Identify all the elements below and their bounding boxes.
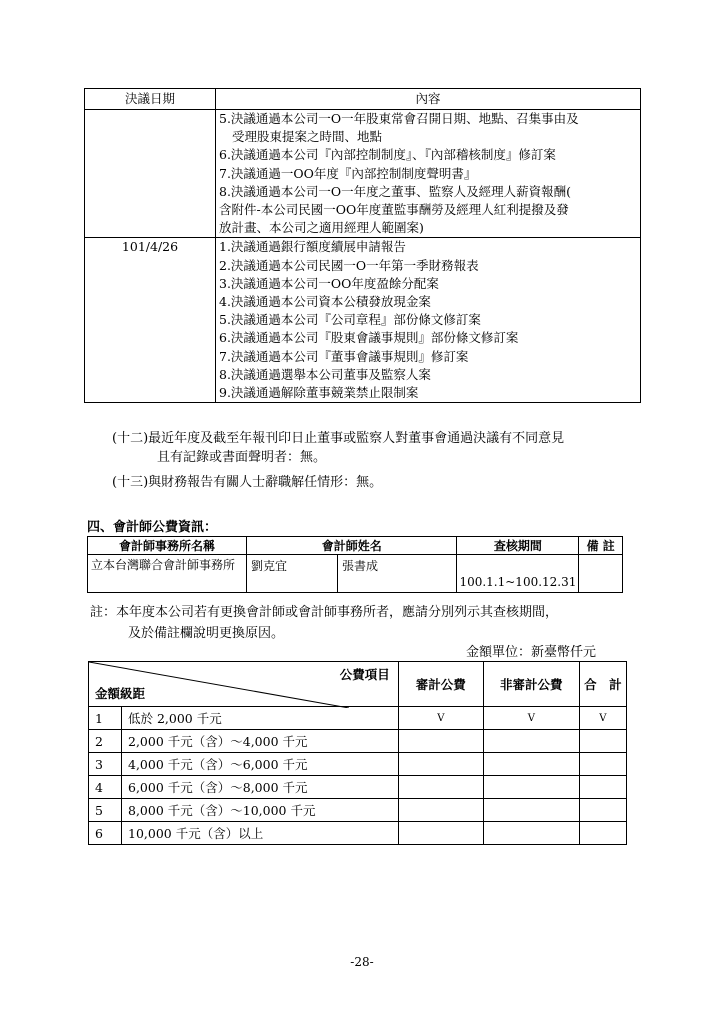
table-row: [89, 707, 627, 730]
remark-header: 備 註: [579, 537, 623, 555]
table-row: [89, 822, 627, 845]
non-audit-fee-header: 非審計公費: [483, 662, 579, 707]
table-row: [89, 776, 627, 799]
resolution-item: 含附件-本公司民國一OO年度董監事酬勞及經理人紅利提撥及發: [219, 202, 569, 218]
resolution-item: 受理股東提案之時間、地點: [232, 129, 383, 145]
amount-range: 10,000 千元（含）以上: [122, 822, 399, 845]
audit-fee-cell: [398, 776, 483, 799]
audit-fee-header: 審計公費: [398, 662, 483, 707]
table-row: [85, 238, 641, 403]
total-fee-cell: [579, 776, 626, 799]
row-number: 3: [89, 753, 122, 776]
non-audit-fee-cell: [483, 799, 579, 822]
row-number: 4: [89, 776, 122, 799]
audit-fee-cell: [398, 822, 483, 845]
amount-range: 8,000 千元（含）～10,000 千元: [122, 799, 399, 822]
paragraph-13: (十三)與財務報告有關人士辭職解任情形：無。: [112, 475, 383, 490]
audit-fee-cell: V: [398, 707, 483, 730]
currency-unit: 金額單位：新臺幣仟元: [466, 645, 597, 660]
resolution-item: 8.決議通過選舉本公司董事及監察人案: [219, 366, 431, 382]
accountant-table: [87, 536, 623, 593]
non-audit-fee-cell: V: [483, 707, 579, 730]
resolution-item: 5.決議通過本公司一O一年股東常會召開日期、地點、召集事由及: [219, 111, 579, 126]
total-fee-cell: [579, 822, 626, 845]
remark: [579, 555, 623, 593]
fee-table-corner: [89, 662, 399, 707]
table-row: [89, 753, 627, 776]
amount-range: 2,000 千元（含）～4,000 千元: [122, 730, 399, 753]
resolution-item: 9.決議通過解除董事競業禁止限制案: [219, 385, 419, 401]
resolution-item: 7.決議通過本公司『董事會議事規則』修訂案: [219, 348, 469, 364]
note-line2: 及於備註欄說明更換原因。: [128, 626, 285, 641]
firm-name-header: 會計師事務所名稱: [88, 537, 247, 555]
audit-fee-cell: [398, 730, 483, 753]
non-audit-fee-cell: [483, 822, 579, 845]
accountant-name-2: 張書成: [338, 555, 457, 593]
section-4-heading: 四、會計師公費資訊：: [87, 520, 218, 535]
resolution-date: 101/4/26: [85, 238, 216, 403]
note-line1: 註：本年度本公司若有更換會計師或會計師事務所者，應請分別列示其查核期間，: [90, 605, 559, 620]
audit-period-header: 查核期間: [457, 537, 579, 555]
accountant-name-header: 會計師姓名: [247, 537, 457, 555]
non-audit-fee-cell: [483, 730, 579, 753]
row-number: 2: [89, 730, 122, 753]
audit-period: 100.1.1~100.12.31: [457, 555, 579, 593]
audit-fee-cell: [398, 753, 483, 776]
amount-range: 6,000 千元（含）～8,000 千元: [122, 776, 399, 799]
row-number: 6: [89, 822, 122, 845]
resolution-item: 6.決議通過本公司『股東會議事規則』部份條文修訂案: [219, 330, 519, 346]
amount-range-label: 金額級距: [95, 686, 146, 701]
non-audit-fee-cell: [483, 753, 579, 776]
fee-table: [88, 661, 627, 845]
total-fee-cell: [579, 730, 626, 753]
resolution-item: 3.決議通過本公司一OO年度盈餘分配案: [219, 275, 439, 291]
date-header: 決議日期: [85, 89, 216, 110]
accountant-name-1: 劉克宜: [247, 555, 338, 593]
row-number: 1: [89, 707, 122, 730]
resolutions-table: [84, 88, 641, 403]
firm-name: 立本台灣聯合會計師事務所: [88, 555, 247, 593]
resolution-item: 5.決議通過本公司『公司章程』部份條文修訂案: [219, 312, 481, 328]
amount-range: 4,000 千元（含）～6,000 千元: [122, 753, 399, 776]
resolution-item: 放計畫、本公司之適用經理人範圍案): [219, 220, 424, 236]
amount-range: 低於 2,000 千元: [122, 707, 399, 730]
resolution-item: 2.決議通過本公司民國一O一年第一季財務報表: [219, 257, 479, 273]
total-fee-cell: [579, 753, 626, 776]
total-fee-cell: V: [579, 707, 626, 730]
table-row: [85, 110, 641, 238]
resolution-item: 7.決議通過一OO年度『內部控制制度聲明書』: [219, 165, 477, 181]
page-number: -28-: [350, 955, 374, 969]
resolution-item: 6.決議通過本公司『內部控制制度』、『內部稽核制度』修訂案: [219, 147, 556, 163]
total-fee-cell: [579, 799, 626, 822]
fee-item-label: 公費項目: [339, 667, 390, 682]
resolution-item: 4.決議通過本公司資本公積發放現金案: [219, 294, 431, 310]
resolution-content: [216, 238, 641, 403]
paragraph-12-line1: (十二)最近年度及截至年報刊印日止董事或監察人對董事會通過決議有不同意見: [112, 431, 565, 446]
resolution-item: 8.決議通過本公司一O一年度之董事、監察人及經理人薪資報酬(: [219, 183, 572, 199]
content-header: 內容: [216, 89, 641, 110]
audit-fee-cell: [398, 799, 483, 822]
paragraph-12-line2: 且有記錄或書面聲明者：無。: [157, 450, 327, 465]
resolution-item: 1.決議通過銀行額度續展申請報告: [219, 239, 406, 255]
resolution-date: [85, 110, 216, 238]
table-row: [89, 730, 627, 753]
resolution-content: [216, 110, 641, 238]
table-row: [89, 799, 627, 822]
non-audit-fee-cell: [483, 776, 579, 799]
row-number: 5: [89, 799, 122, 822]
total-fee-header: 合 計: [579, 662, 626, 707]
